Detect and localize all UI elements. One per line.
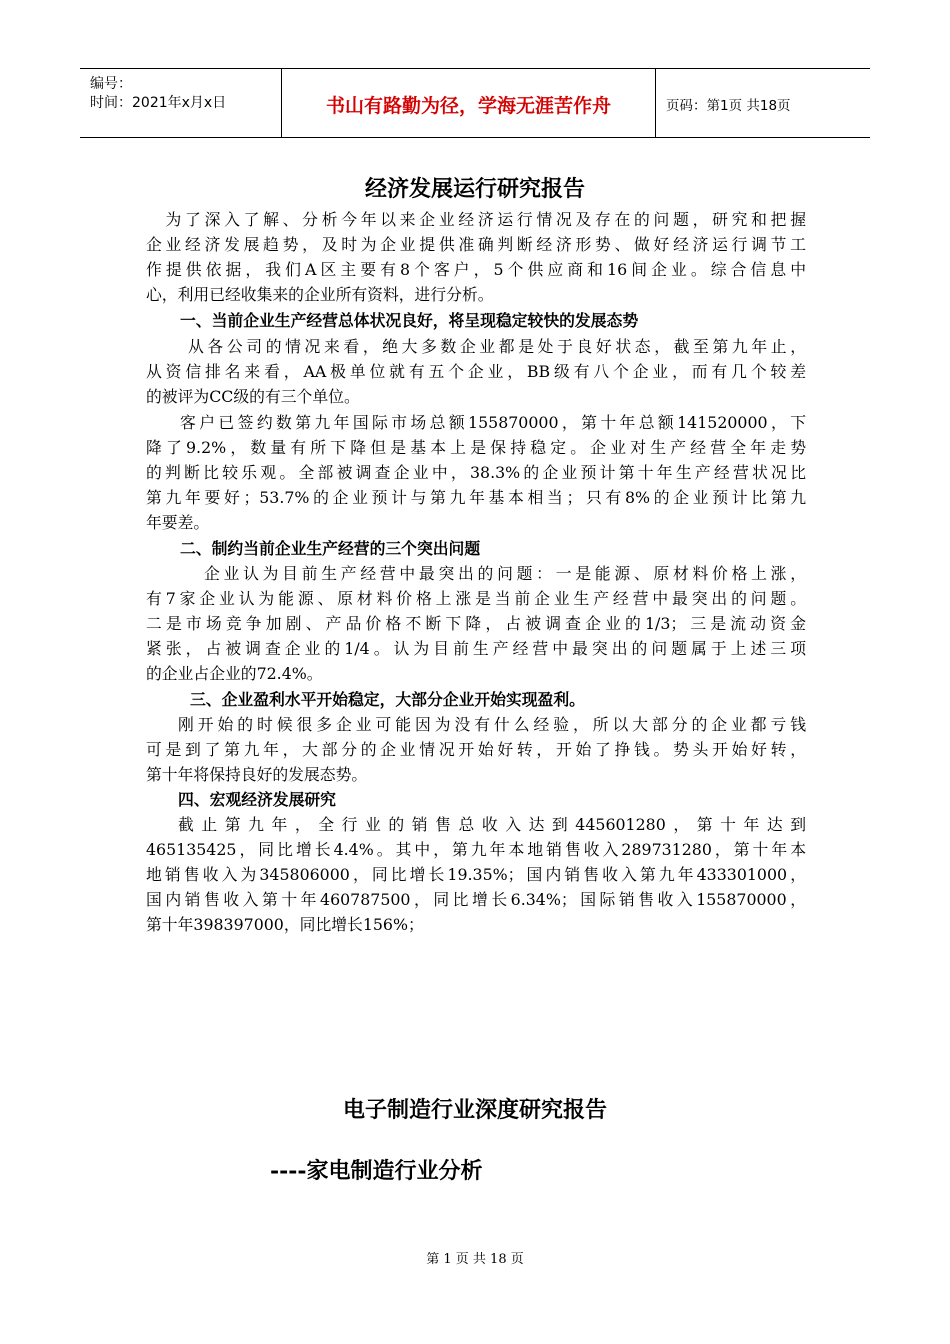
paragraph-line: 的企业占企业的72.4%。 (146, 664, 323, 683)
document-title: 经济发展运行研究报告 (364, 176, 585, 202)
paragraph-line: 企业认为目前生产经营中最突出的问题：一是能源、原材料价格上涨， (204, 564, 806, 583)
paragraph-line: 第十年398397000，同比增长156%； (146, 915, 424, 934)
number-label: 编号： (90, 76, 132, 92)
section-heading-2: 二、制约当前企业生产经营的三个突出问题 (180, 539, 481, 558)
page-header (80, 68, 870, 138)
paragraph-line: 二是市场竞争加剧、产品价格不断下降，占被调查企业的1/3；三是流动资金 (146, 614, 806, 633)
paragraph-line: 的判断比较乐观。全部被调查企业中，38.3%的企业预计第十年生产经营状况比 (146, 463, 806, 482)
intro-line: 作提供依据，我们A区主要有8个客户，5个供应商和16间企业。综合信息中 (146, 260, 806, 279)
intro-line: 为了深入了解、分析今年以来企业经济运行情况及存在的问题，研究和把握 (146, 210, 806, 229)
paragraph-line: 紧张，占被调查企业的1/4。认为目前生产经营中最突出的问题属于上述三项 (146, 639, 806, 658)
time-label: 时间：2021年x月x日 (90, 95, 227, 111)
paragraph-line: 地销售收入为345806000，同比增长19.35%；国内销售收入第九年433301000， (146, 865, 806, 884)
paragraph-line: 可是到了第九年，大部分的企业情况开始好转，开始了挣钱。势头开始好转， (146, 740, 806, 759)
intro-line: 企业经济发展趋势，及时为企业提供准确判断经济形势、做好经济运行调节工 (146, 235, 806, 254)
page-info: 页码：第1页 共18页 (666, 98, 791, 114)
paragraph-line: 国内销售收入第十年460787500，同比增长6.34%；国际销售收入155870000， (146, 890, 806, 909)
paragraph-line: 的被评为CC级的有三个单位。 (146, 387, 360, 406)
paragraph-line: 第九年要好；53.7%的企业预计与第九年基本相当；只有8%的企业预计比第九 (146, 488, 806, 507)
paragraph-line: 年要差。 (146, 513, 210, 532)
section-title: 电子制造行业深度研究报告 (342, 1097, 607, 1123)
paragraph-line: 有7家企业认为能源、原材料价格上涨是当前企业生产经营中最突出的问题。 (146, 589, 806, 608)
paragraph-line: 客户已签约数第九年国际市场总额155870000，第十年总额141520000，下 (180, 413, 806, 432)
page-footer: 第 1 页 共 18 页 (426, 1252, 524, 1267)
header-meta-cell (80, 69, 282, 137)
section-heading-3: 三、企业盈利水平开始稳定，大部分企业开始实现盈利。 (190, 690, 585, 709)
section-subtitle: ----家电制造行业分析 (270, 1158, 483, 1184)
section-heading-4: 四、宏观经济发展研究 (178, 790, 336, 809)
paragraph-line: 降了9.2%，数量有所下降但是基本上是保持稳定。企业对生产经营全年走势 (146, 438, 806, 457)
paragraph-line: 从各公司的情况来看，绝大多数企业都是处于良好状态，截至第九年止， (188, 337, 806, 356)
paragraph-line: 截止第九年，全行业的销售总收入达到445601280，第十年达到 (178, 815, 806, 834)
paragraph-line: 刚开始的时候很多企业可能因为没有什么经验，所以大部分的企业都亏钱 (178, 715, 806, 734)
paragraph-line: 从资信排名来看，AA极单位就有五个企业，BB级有八个企业，而有几个较差 (146, 362, 806, 381)
motto: 书山有路勤为径，学海无涯苦作舟 (325, 95, 611, 117)
header-motto-cell (282, 69, 656, 137)
paragraph-line: 第十年将保持良好的发展态势。 (146, 765, 368, 784)
paragraph-line: 465135425，同比增长4.4%。其中，第九年本地销售收入289731280，第十年本 (146, 840, 806, 859)
section-heading-1: 一、当前企业生产经营总体状况良好，将呈现稳定较快的发展态势 (180, 311, 639, 330)
intro-line: 心，利用已经收集来的企业所有资料，进行分析。 (146, 285, 494, 304)
header-page-cell (656, 69, 870, 137)
